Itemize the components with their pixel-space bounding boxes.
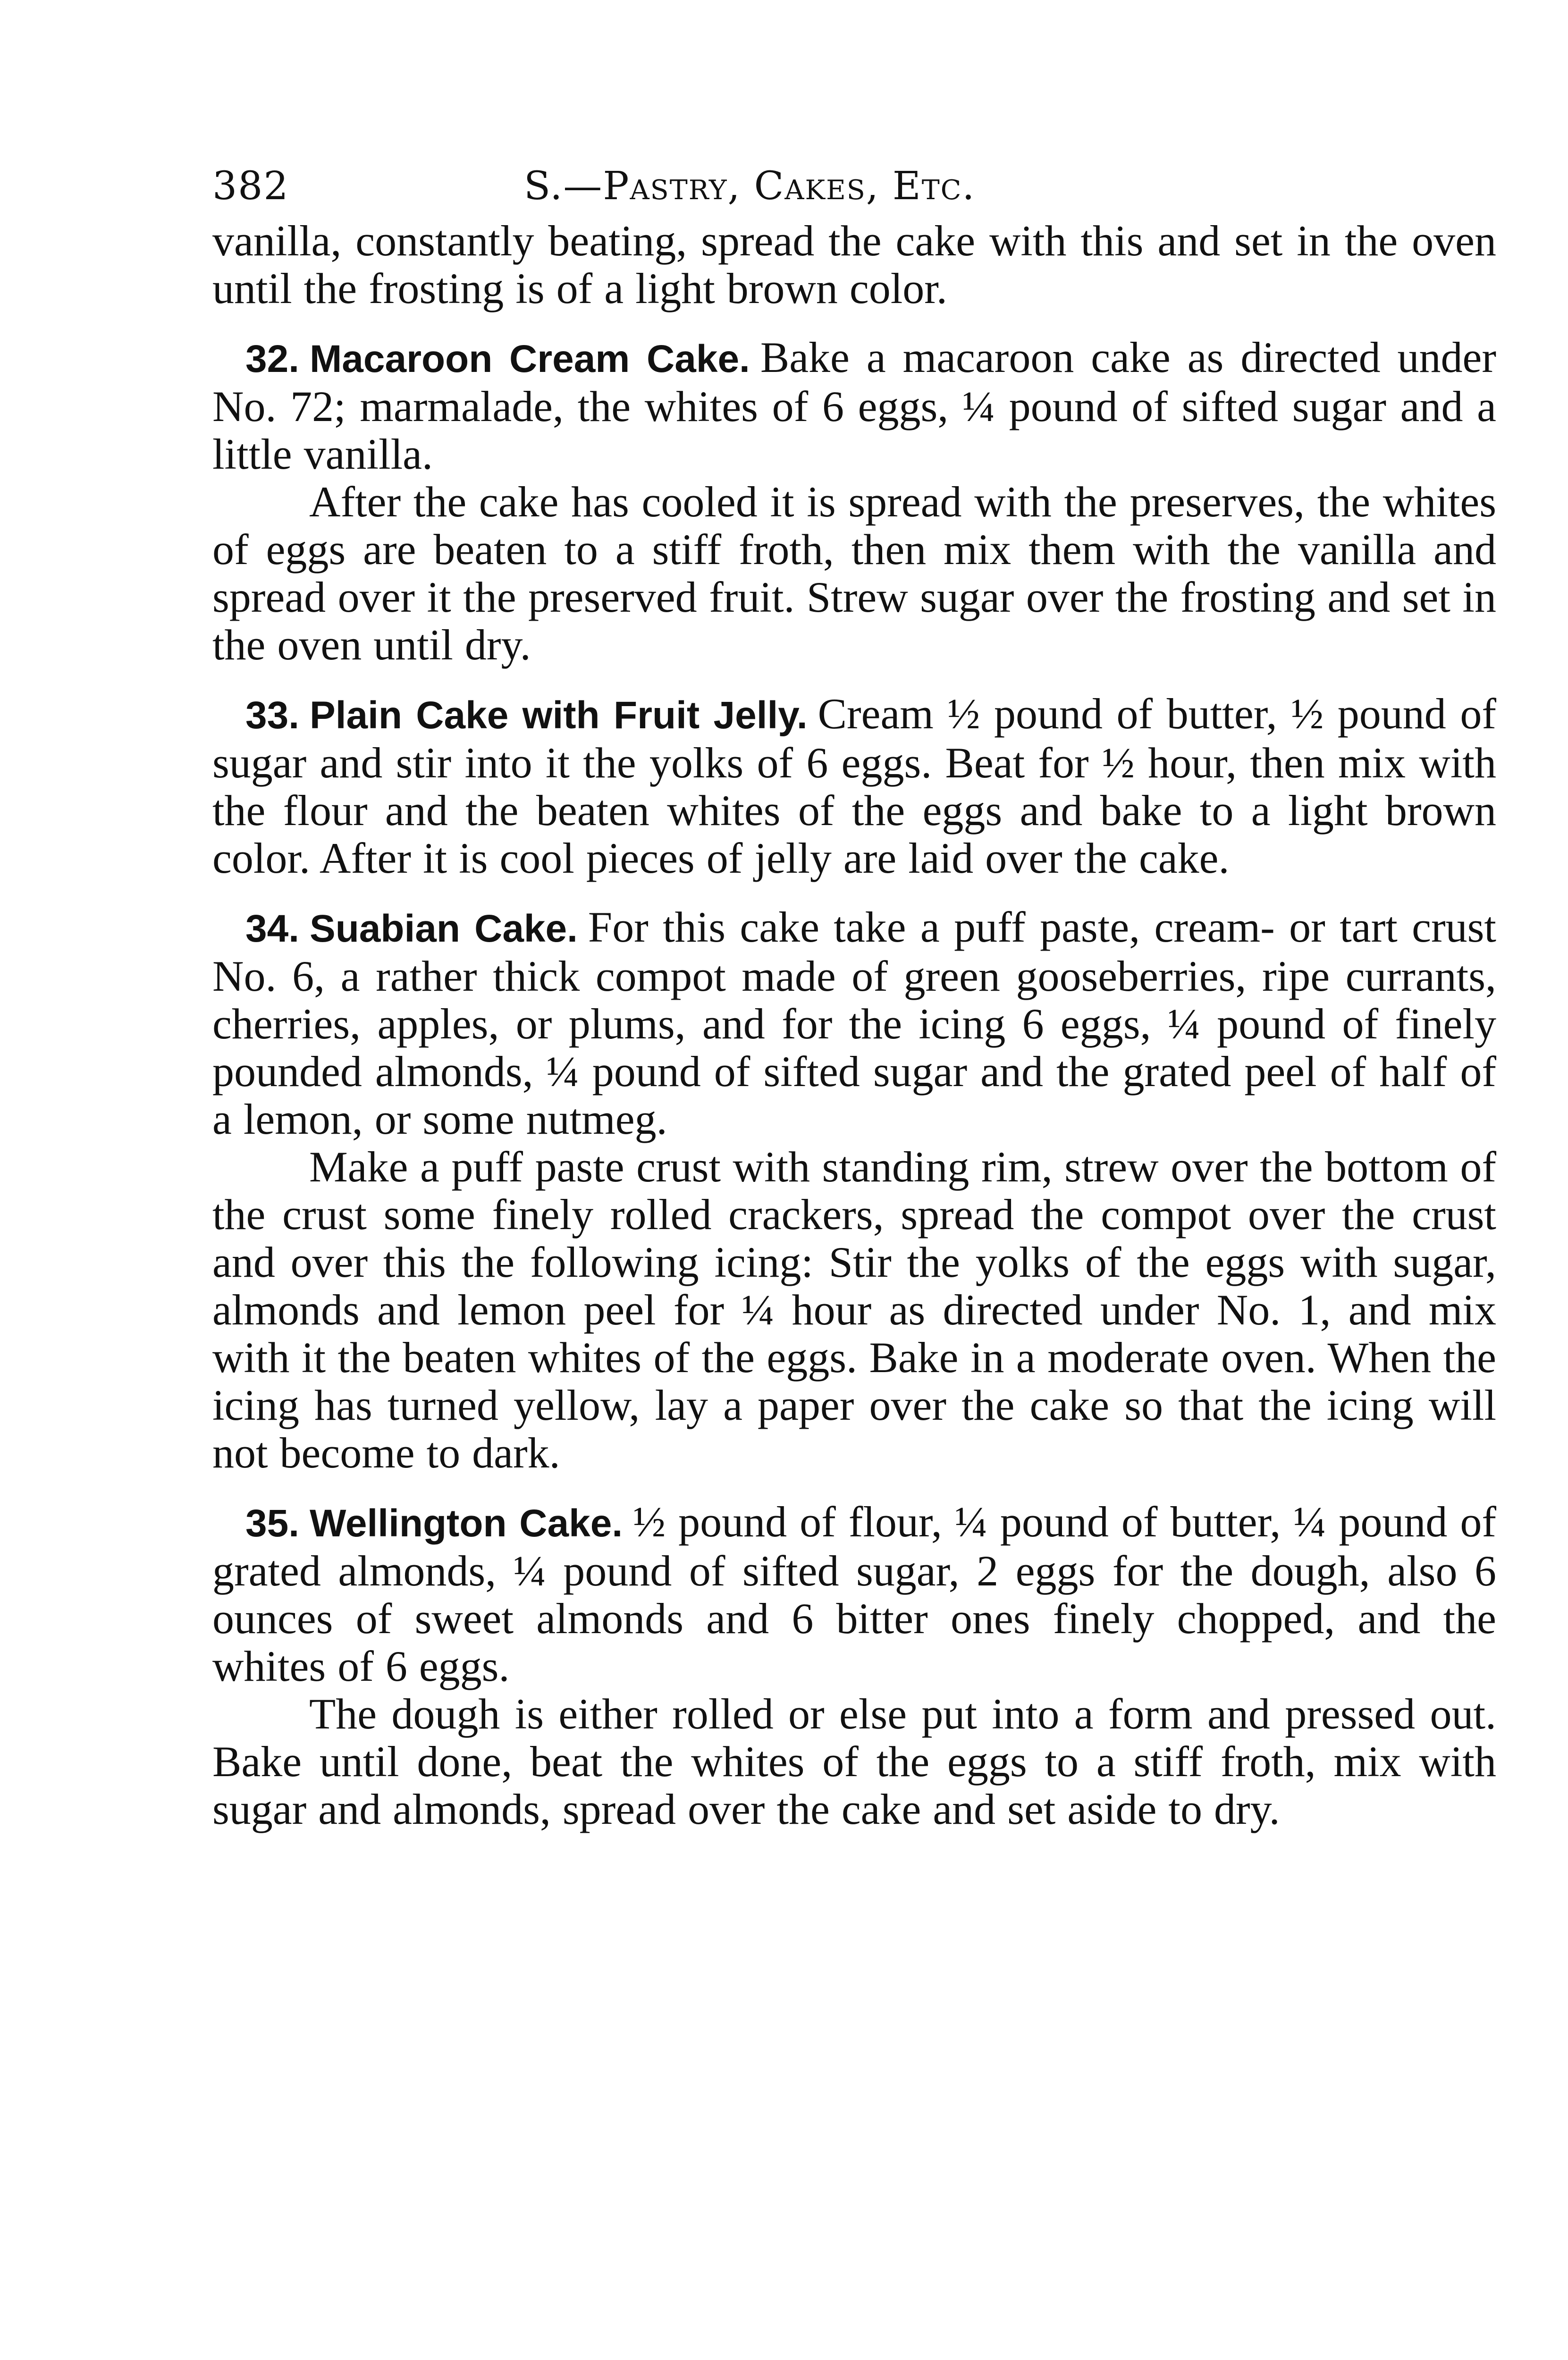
recipe-title: Macaroon Cream Cake.: [310, 337, 750, 380]
recipe-34: [212, 903, 1496, 1477]
recipe-paragraph: [212, 334, 1496, 478]
recipe-number: 34.: [245, 907, 299, 950]
recipe-paragraph: Make a puff paste crust with standing rim, strew over the bottom of the crust some finely rolled crackers, spread the compot over the crust and over this the following icing: Stir the yolks of the eggs with sugar, almonds and lemon peel for ¼ hour as directed under No. 1, and mix with it the beaten whites of the eggs. Bake in a moderate oven. When the icing has turned yellow, lay a paper over the cake so that the icing will not become to dark.: [212, 1143, 1496, 1477]
recipe-paragraph: [212, 1498, 1496, 1690]
recipe-title: Plain Cake with Fruit Jelly.: [310, 694, 808, 737]
continued-paragraph: vanilla, constantly beating, spread the cake with this and set in the oven until the frosting is of a light brown color.: [212, 217, 1496, 312]
page-number: 382: [212, 164, 289, 209]
recipe-number: 35.: [245, 1502, 299, 1545]
recipe-text: Bake a macaroon cake as directed under No. 72; marmalade, the whites of 6 eggs, ¼ pound of sifted sugar and a little vanilla.: [212, 333, 1496, 478]
running-header: [212, 156, 1496, 217]
recipe-number: 33.: [245, 694, 299, 737]
recipe-paragraph: [212, 903, 1496, 1143]
recipe-title: Suabian Cake.: [310, 907, 578, 950]
page-body: [212, 217, 1496, 1833]
recipe-33: [212, 690, 1496, 882]
recipe-text: ½ pound of flour, ¼ pound of butter, ¼ pound of grated almonds, ¼ pound of sifted sugar, 2 eggs for the dough, also 6 ounces of sweet almonds and 6 bitter ones finely chopped, and the whites of 6 eggs.: [212, 1498, 1497, 1690]
recipe-paragraph: [212, 690, 1496, 882]
recipe-paragraph: After the cake has cooled it is spread with the preserves, the whites of eggs are beaten to a stiff froth, then mix them with the vanilla and spread over it the preserved fruit. Strew sugar over the frosting and set in the oven until dry.: [212, 478, 1496, 669]
recipe-35: [212, 1498, 1496, 1833]
recipe-number: 32.: [245, 337, 299, 380]
book-page: [212, 156, 1496, 1833]
running-title: S.—Pastry, Cakes, Etc.: [524, 164, 976, 209]
recipe-paragraph: The dough is either rolled or else put into a form and pressed out. Bake until done, beat the whites of the eggs to a stiff froth, mix with sugar and almonds, spread over the cake and set aside to dry.: [212, 1690, 1496, 1833]
recipe-text: For this cake take a puff paste, cream- or tart crust No. 6, a rather thick compot made of green gooseberries, ripe currants, cherries, apples, or plums, and for the icing 6 eggs, ¼ pound of finely pounded almonds, ¼ pound of sifted sugar and the grated peel of half of a lemon, or some nutmeg.: [212, 903, 1496, 1143]
recipe-text: Cream ½ pound of butter, ½ pound of sugar and stir into it the yolks of 6 eggs. Beat for ½ hour, then mix with the flour and the beaten whites of the eggs and bake to a light brown color. After it is cool pieces of jelly are laid over the cake.: [212, 690, 1496, 882]
recipe-title: Wellington Cake.: [310, 1502, 623, 1545]
recipe-32: [212, 334, 1496, 669]
